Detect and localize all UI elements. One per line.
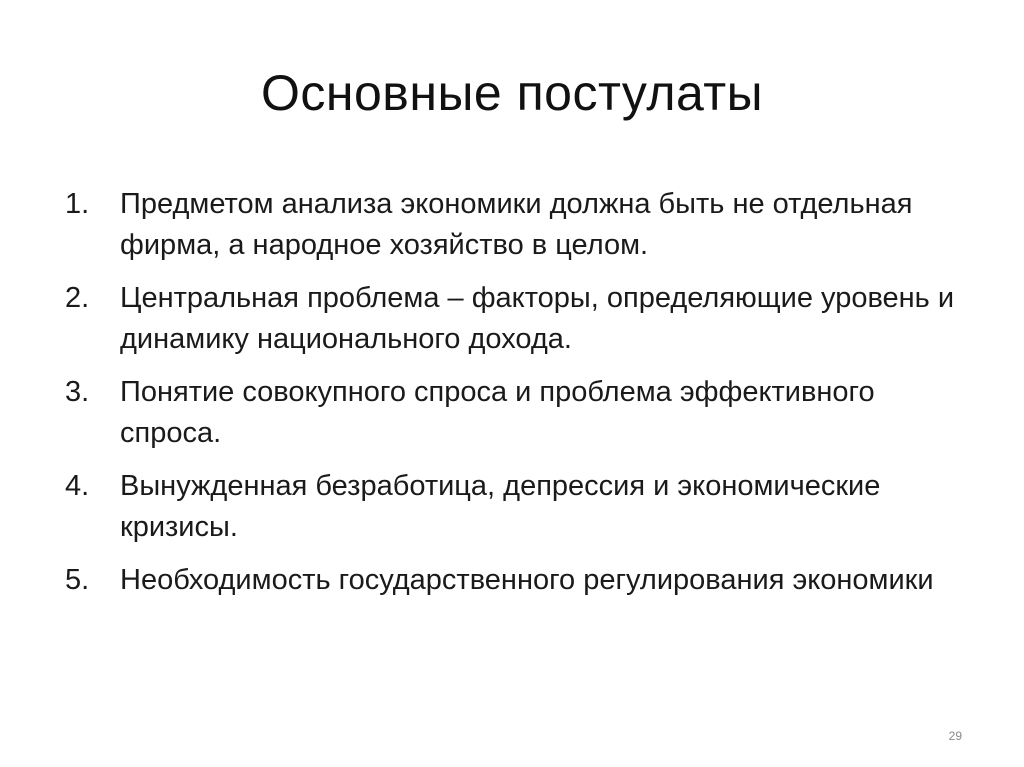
list-item-number: 1.	[65, 188, 90, 220]
slide-number: 29	[948, 729, 962, 743]
list-item-number: 5.	[65, 564, 90, 596]
list-item-text: Центральная проблема – факторы, определяющие уровень и динамику национального дохода.	[120, 282, 955, 355]
list-item-text: Вынужденная безработица, депрессия и экономические кризисы.	[120, 470, 881, 543]
postulate-list	[65, 184, 965, 613]
slide-title: Основные постулаты	[260, 65, 764, 121]
list-item	[65, 278, 965, 360]
list-item	[65, 466, 965, 548]
list-item-number: 2.	[65, 282, 90, 314]
list-item	[65, 372, 965, 454]
list-item	[65, 560, 965, 601]
list-item	[65, 184, 965, 266]
list-item-text: Необходимость государственного регулирования экономики	[120, 564, 934, 596]
list-item-text: Предметом анализа экономики должна быть не отдельная фирма, а народное хозяйство в целом.	[120, 188, 913, 261]
list-item-number: 3.	[65, 376, 90, 408]
list-item-number: 4.	[65, 470, 90, 502]
list-item-text: Понятие совокупного спроса и проблема эффективного спроса.	[120, 376, 875, 449]
